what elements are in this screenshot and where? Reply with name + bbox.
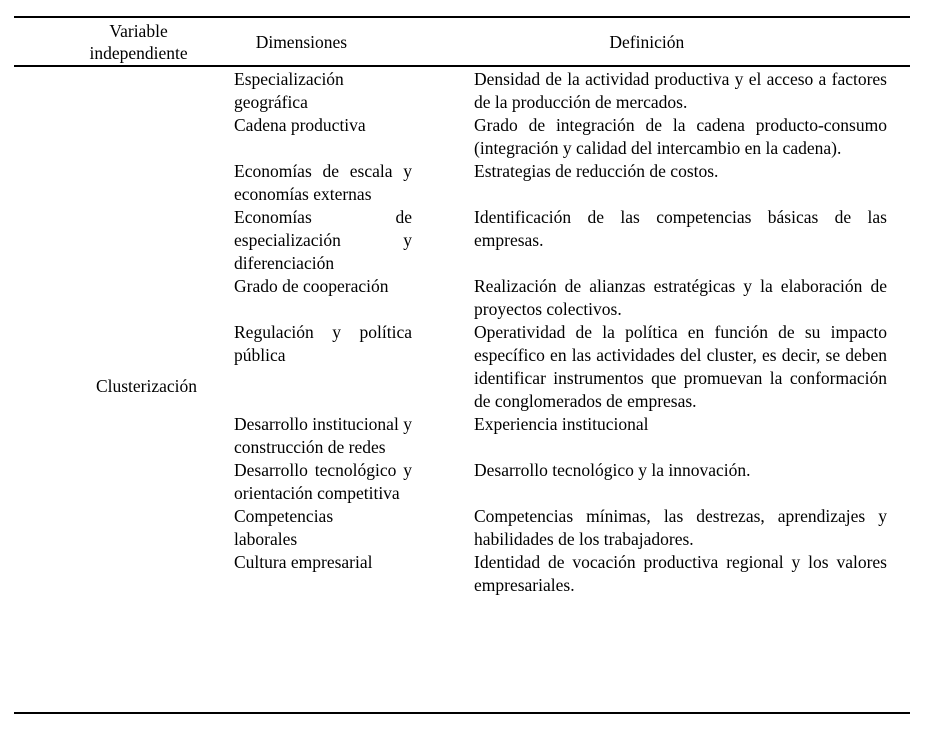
dimension-cell: Desarrollo institucional y construcción de redes [234, 414, 412, 457]
dimension-cell: Especialización geográfica [234, 69, 344, 112]
clusterization-table [14, 16, 910, 714]
dimension-cell: Desarrollo tecnológico y orientación competitiva [234, 460, 412, 503]
variable-label: Clusterización [95, 376, 198, 396]
dimension-cell: Economías de especialización y diferenciación [234, 207, 412, 273]
table-row [234, 413, 890, 459]
table-row [234, 321, 890, 413]
table-row [234, 114, 890, 160]
table-row [234, 68, 890, 114]
dimension-cell: Economías de escala y economías externas [234, 161, 412, 204]
table-row [234, 551, 890, 597]
table-row [234, 160, 890, 206]
bottom-rule [14, 712, 910, 714]
dimension-cell: Competencias laborales [234, 506, 334, 549]
definition-cell: Experiencia institucional [474, 414, 649, 434]
definition-cell: Desarrollo tecnológico y la innovación. [474, 460, 751, 480]
definition-cell: Densidad de la actividad productiva y el acceso a factores de la producción de mercados. [474, 69, 887, 112]
dimension-cell: Cultura empresarial [234, 552, 373, 572]
dimension-cell: Regulación y política pública [234, 322, 412, 365]
header-variable: Variable independiente [89, 20, 188, 63]
dimension-cell: Grado de cooperación [234, 276, 389, 296]
table-header [14, 18, 910, 65]
table-body [14, 67, 910, 712]
definition-cell: Grado de integración de la cadena producto-consumo (integración y calidad del intercambio en la cadena). [474, 115, 887, 158]
definition-cell: Competencias mínimas, las destrezas, aprendizajes y habilidades de los trabajadores. [474, 506, 887, 549]
table-row [234, 459, 890, 505]
definition-cell: Identidad de vocación productiva regional y los valores empresariales. [474, 552, 887, 595]
definition-cell: Estrategias de reducción de costos. [474, 161, 719, 181]
header-dimensions: Dimensiones [255, 31, 348, 52]
table-row [234, 505, 890, 551]
table-row [234, 206, 890, 275]
header-definition: Definición [609, 31, 685, 52]
rows [234, 68, 890, 597]
dimension-cell: Cadena productiva [234, 115, 366, 135]
definition-cell: Realización de alianzas estratégicas y la elaboración de proyectos colectivos. [474, 276, 887, 319]
definition-cell: Identificación de las competencias básicas de las empresas. [474, 207, 887, 250]
definition-cell: Operatividad de la política en función de su impacto específico en las actividades del cluster, es decir, se deben identificar instrumentos que promuevan la conformación de conglomerados de empresas. [474, 322, 887, 411]
table-row [234, 275, 890, 321]
